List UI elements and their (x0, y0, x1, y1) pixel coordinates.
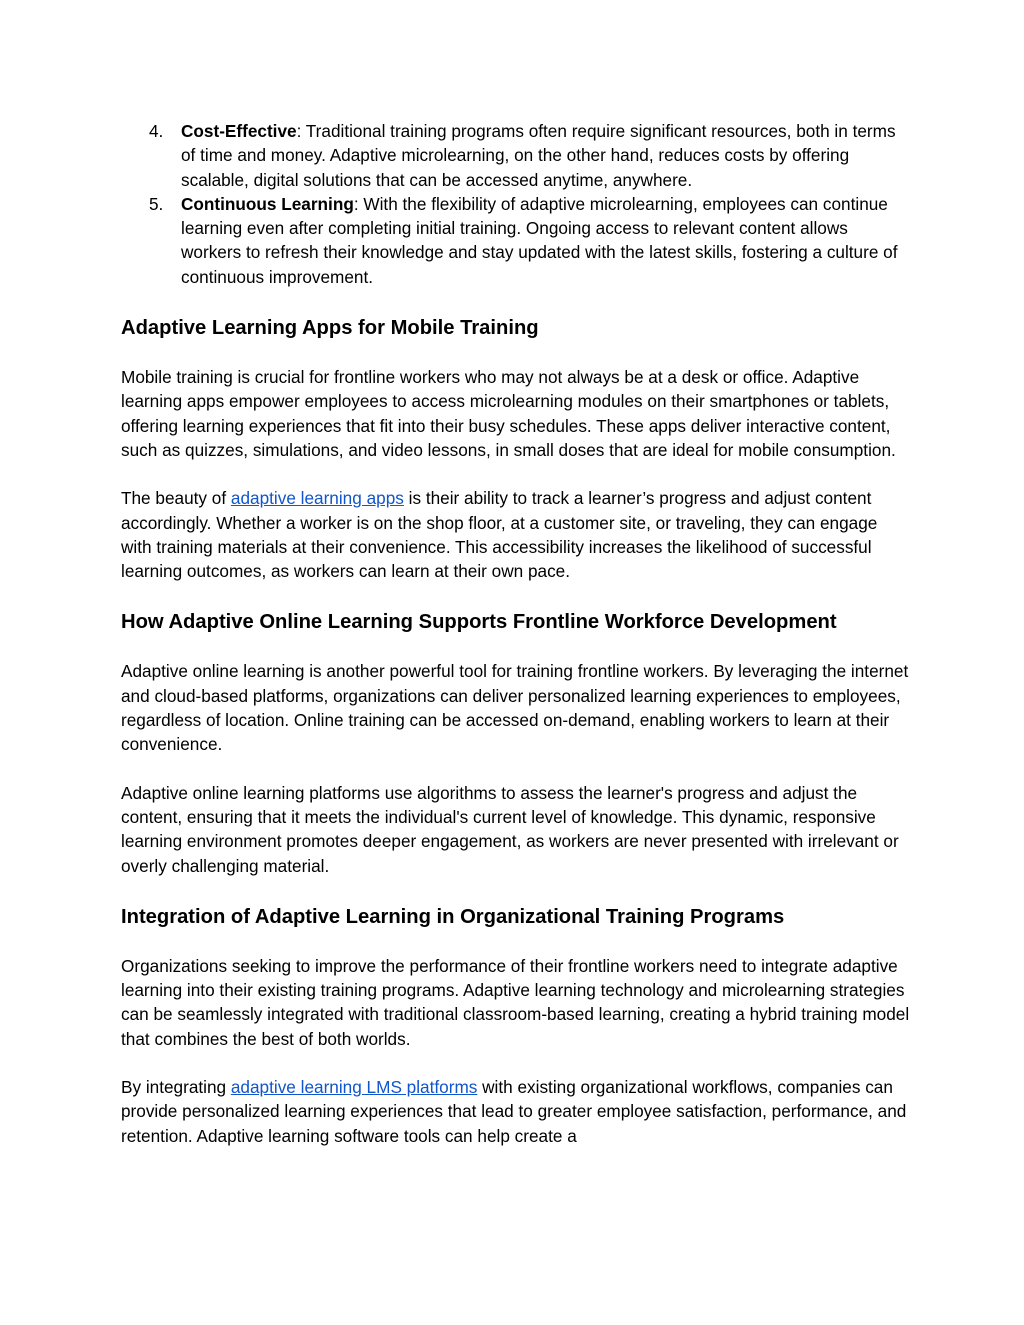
paragraph-text: is their ability to track a learner’s progress and adjust content accordingly. Whether a worker is on the shop floor, at a customer site, or traveling, they can engage with training materials at their convenience. This accessibility increases the likelihood of successful learning outcomes, as workers can learn at their own pace. (121, 488, 878, 582)
list-item-term: Continuous Learning (181, 193, 354, 214)
paragraph (121, 1075, 911, 1148)
list-item-number: 4. (149, 121, 164, 141)
paragraph-text: with existing organizational workflows, companies can provide personalized learning experiences that lead to greater employee satisfaction, performance, and retention. Adaptive learning software tools can help create a (121, 1077, 907, 1146)
list-item (121, 119, 911, 192)
paragraph: Adaptive online learning is another powerful tool for training frontline workers. By leveraging the internet and cloud-based platforms, organizations can deliver personalized learning experiences to employees, regardless of location. Online training can be accessed on-demand, enabling workers to learn at their convenience. (121, 661, 909, 755)
list-item-term: Cost-Effective (181, 121, 297, 141)
paragraph: Mobile training is crucial for frontline workers who may not always be at a desk or office. Adaptive learning apps empower employees to access microlearning modules on their smartphones or tablets, offering learning experiences that fit into their busy schedules. These apps deliver interactive content, such as quizzes, simulations, and video lessons, in small doses that are ideal for mobile consumption. (121, 367, 896, 460)
document-page (121, 119, 911, 1148)
list-item-text: : With the flexibility of adaptive microlearning, employees can continue learning even after completing initial training. Ongoing access to relevant content allows workers to refresh their knowledge and stay updated with the latest skills, fostering a culture of continuous improvement. (181, 193, 898, 287)
paragraph: Organizations seeking to improve the performance of their frontline workers need to integrate adaptive learning into their existing training programs. Adaptive learning technology and microlearning strategies can be seamlessly integrated with traditional classroom-based learning, creating a hybrid training model that combines the best of both worlds. (121, 955, 910, 1049)
list-item-number: 5. (149, 193, 164, 214)
paragraph: Adaptive online learning platforms use algorithms to assess the learner's progress and adjust the content, ensuring that it meets the individual's current level of knowledge. This dynamic, responsive learning environment promotes deeper engagement, as workers are never presented with irrelevant or overly challenging material. (121, 782, 899, 876)
paragraph-text: The beauty of (121, 488, 231, 509)
section-heading-integration: Integration of Adaptive Learning in Organizational Training Programs (121, 905, 785, 928)
paragraph (121, 486, 911, 583)
list-item-text: : Traditional training programs often require significant resources, both in terms of time and money. Adaptive microlearning, on the other hand, reduces costs by offering scalable, digital solutions that can be accessed anytime, anywhere. (181, 121, 896, 190)
paragraph-text: By integrating (121, 1077, 231, 1098)
section-heading-mobile-training: Adaptive Learning Apps for Mobile Training (121, 317, 539, 340)
numbered-list (121, 119, 911, 289)
adaptive-learning-apps-link[interactable]: adaptive learning apps (230, 488, 404, 509)
section-heading-online-learning: How Adaptive Online Learning Supports Frontline Workforce Development (121, 611, 837, 634)
adaptive-learning-lms-link[interactable]: adaptive learning LMS platforms (230, 1077, 478, 1098)
list-item (121, 192, 911, 289)
